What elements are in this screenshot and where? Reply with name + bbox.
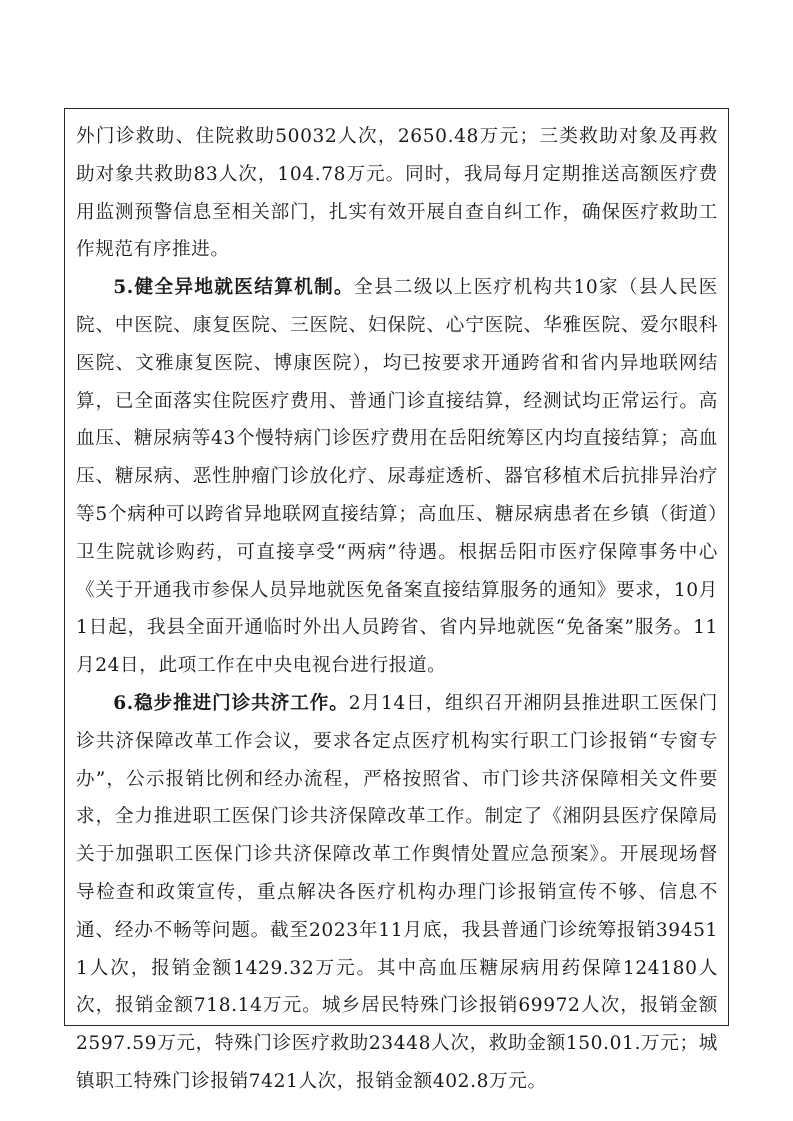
paragraph-text: 全县二级以上医疗机构共10家（县人民医院、中医院、康复医院、三医院、妇保院、心宁医院、华雅医院、爱尔眼科医院、文雅康复医院、博康医院），均已按要求开通跨省和省内异地联网结算，已全面落实住院医疗费用、普通门诊直接结算，经测试均正常运行。高血压、糖尿病等43个慢特病门诊医疗费用在岳阳统筹区内均直接结算；高血压、糖尿病、恶性肿瘤门诊放化疗、尿毒症透析、器官移植术后抗排异治疗等5个病种可以跨省异地联网直接结算；高血压、糖尿病患者在乡镇（街道）卫生院就诊购药，可直接享受“两病”待遇。根据岳阳市医疗保障事务中心《关于开通我市参保人员异地就医免备案直接结算服务的通知》要求，10月1日起，我县全面开通临时外出人员跨省、省内异地就医“免备案”服务。11月24日，此项工作在中央电视台进行报道。 xyxy=(76,277,718,677)
document-body xyxy=(76,118,718,1101)
paragraph-text: 外门诊救助、住院救助50032人次，2650.48万元；三类救助对象及再救助对象共救助83人次，104.78万元。同时，我局每月定期推送高额医疗费用监测预警信息至相关部门，扎实有效开展自查自纠工作，确保医疗救助工作规范有序推进。 xyxy=(76,126,718,261)
paragraph-section-6 xyxy=(76,685,718,1101)
paragraph-text: 2月14日，组织召开湘阴县推进职工医保门诊共济保障改革工作会议，要求各定点医疗机构实行职工门诊报销“专窗专办”，公示报销比例和经办流程，严格按照省、市门诊共济保障相关文件要求，全力推进职工医保门诊共济保障改革工作。制定了《湘阴县医疗保障局关于加强职工医保门诊共济保障改革工作舆情处置应急预案》。开展现场督导检查和政策宣传，重点解决各医疗机构办理门诊报销宣传不够、信息不通、经办不畅等问题。截至2023年11月底，我县普通门诊统筹报销394511人次，报销金额1429.32万元。其中高血压糖尿病用药保障124180人次，报销金额718.14万元。城乡居民特殊门诊报销69972人次，报销金额2597.59万元，特殊门诊医疗救助23448人次，救助金额150.01.万元；城镇职工特殊门诊报销7421人次，报销金额402.8万元。 xyxy=(76,692,718,1092)
paragraph-continuation xyxy=(76,118,718,269)
paragraph-section-5 xyxy=(76,269,718,685)
section-heading: 5.健全异地就医结算机制。 xyxy=(113,277,354,299)
section-heading: 6.稳步推进门诊共济工作。 xyxy=(113,692,349,714)
